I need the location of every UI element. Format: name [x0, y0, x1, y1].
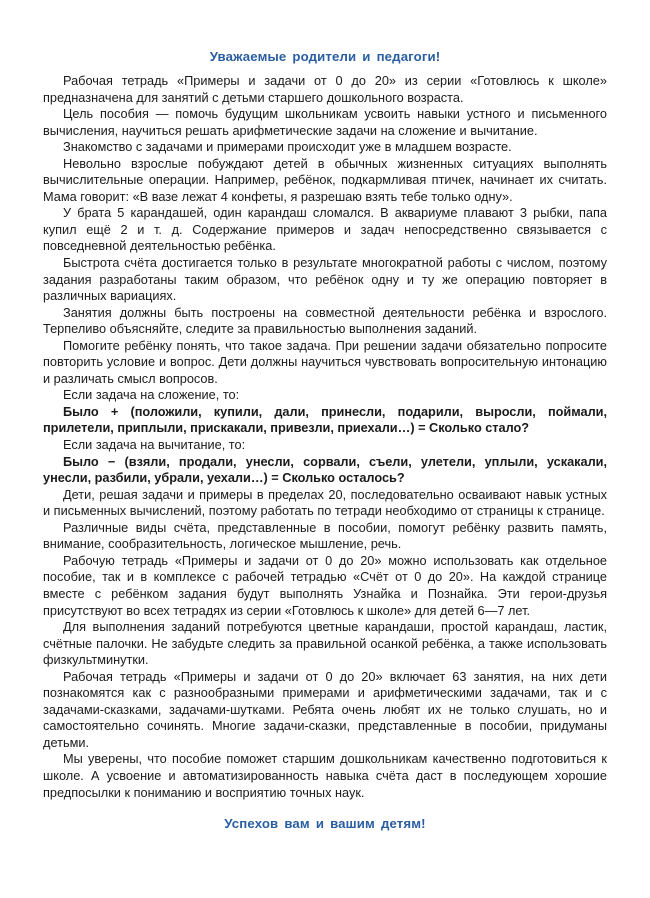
paragraph: Знакомство с задачами и примерами происходит уже в младшем возрасте.: [63, 139, 512, 155]
page-title-bottom: Успехов вам и вашим детям!: [224, 816, 426, 832]
paragraph-addition-lead: Если задача на сложение, то:: [63, 387, 240, 403]
paragraph: Занятия должны быть построены на совместной деятельности ребёнка и взрослого. Терпеливо объясняйте, следите за правильностью выполнения заданий.: [43, 304, 607, 337]
paragraph: Дети, решая задачи и примеры в пределах 20, последовательно осваивают навык устных и письменных вычислений, поэтому работать по тетради необходимо от страницы к странице.: [43, 486, 607, 519]
paragraph: Рабочую тетрадь «Примеры и задачи от 0 до 20» можно использовать как отдельное пособие, так и в комплексе с рабочей тетрадью «Счёт от 0 до 20». На каждой странице вместе с ребёнком задания будут выполнять Узнайка и Познайка. Эти герои-друзья присутствуют во всех тетрадях из серии «Готовлюсь к школе» для детей 6—7 лет.: [43, 552, 607, 618]
paragraph: Помогите ребёнку понять, что такое задача. При решении задачи обязательно попросите повторить условие и вопрос. Дети должны научиться чувствовать вопросительную интонацию и различать смысл вопросов.: [43, 337, 607, 386]
paragraph: Рабочая тетрадь «Примеры и задачи от 0 до 20» включает 63 занятия, на них дети познакомятся как с разнообразными примерами и арифметическими задачами, так и с задачами-сказками, задачами-шутками. Ребята очень любят их не только слушать, но и самостоятельно сочинять. Многие задачи-сказки, представленные в пособии, придуманы детьми.: [43, 668, 607, 750]
paragraph-subtraction-lead: Если задача на вычитание, то:: [63, 437, 246, 453]
page-title-top: Уважаемые родители и педагоги!: [209, 49, 441, 64]
paragraph: Рабочая тетрадь «Примеры и задачи от 0 до 20» из серии «Готовлюсь к школе» предназначена для занятий с детьми старшего дошкольного возраста.: [43, 73, 607, 105]
paragraph: У брата 5 карандашей, один карандаш сломался. В аквариуме плавают 3 рыбки, папа купил ещё 2 и т. д. Содержание примеров и задач непосредственно связывается с повседневной деятельностью ребёнка.: [43, 205, 607, 254]
addition-rule: Было + (положили, купили, дали, принесли, подарили, выросли, поймали, прилетели, приплыли, прискакали, привезли, приехали…) = Сколько стало?: [43, 403, 607, 436]
paragraph: Быстрота счёта достигается только в результате многократной работы с числом, поэтому задания разработаны таким образом, что ребёнок одну и ту же операцию повторяет в различных вариациях.: [43, 255, 607, 304]
paragraph: Различные виды счёта, представленные в пособии, помогут ребёнку развить память, внимание, сообразительность, логическое мышление, речь.: [43, 519, 607, 552]
body-text: [43, 73, 607, 801]
paragraph: Для выполнения заданий потребуются цветные карандаши, простой карандаш, ластик, счётные палочки. Не забудьте следить за правильной осанкой ребёнка, а также использовать физкультминутки.: [43, 619, 607, 668]
paragraph: Цель пособия — помочь будущим школьникам усвоить навыки устного и письменного вычисления, научиться решать арифметические задачи на сложение и вычитание.: [43, 106, 607, 138]
paragraph: Невольно взрослые побуждают детей в обычных жизненных ситуациях выполнять вычислительные операции. Например, ребёнок, подкармливая птичек, начинает их считать. Мама говорит: «В вазе лежат 4 конфеты, я разрешаю взять тебе только одну».: [43, 155, 607, 204]
paragraph: Мы уверены, что пособие поможет старшим дошкольникам качественно подготовиться к школе. А усвоение и автоматизированность навыка счёта даст в последующем хорошие предпосылки к пониманию и восприятию точных наук.: [43, 751, 607, 800]
subtraction-rule: Было − (взяли, продали, унесли, сорвали, съели, улетели, уплыли, ускакали, унесли, разбили, убрали, уехали…) = Сколько осталось?: [43, 453, 607, 486]
